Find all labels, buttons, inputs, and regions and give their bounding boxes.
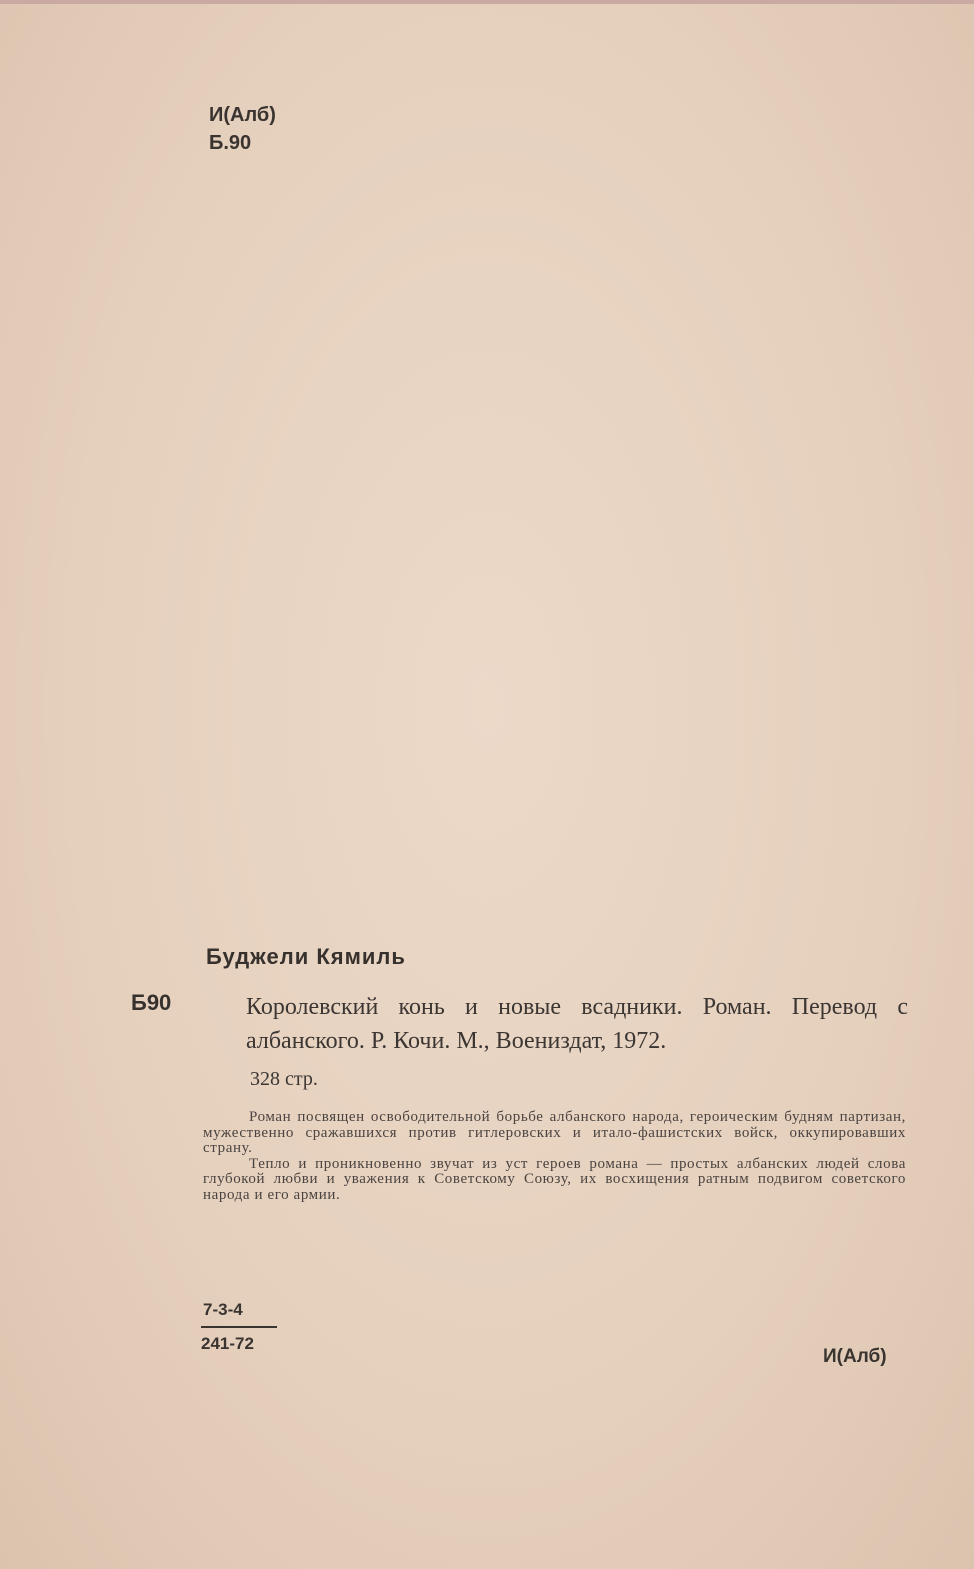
library-code-line-2: Б.90 — [209, 132, 252, 154]
annotation-paragraph-2: Тепло и проникновенно звучат из уст героев романа — простых албанских людей слова глубокой любви и уважения к Советскому Союзу, их восхищения ратным подвигом советского народа и его армии. — [203, 1155, 906, 1203]
page-count: 328 стр. — [250, 1068, 318, 1090]
classification-fraction — [201, 1300, 277, 1354]
author-name: Буджели Кямиль — [206, 944, 406, 969]
library-code-bottom: И(Алб) — [823, 1346, 887, 1367]
author-index: Б90 — [131, 990, 172, 1015]
classification-denominator: 241-72 — [201, 1334, 254, 1353]
classification-numerator: 7-3-4 — [203, 1300, 243, 1319]
fraction-bar — [201, 1326, 277, 1328]
annotation — [203, 1110, 906, 1203]
bleed-through-shadow — [140, 440, 880, 550]
library-code-top — [209, 101, 276, 157]
bibliographic-description: Королевский конь и новые всадники. Роман. Перевод с албанского. Р. Кочи. М., Воениздат, 1972. — [246, 994, 908, 1054]
annotation-paragraph-1: Роман посвящен освободительной борьбе албанского народа, героическим будням партизан, мужественно сражавшихся против гитлеровских и итало-фашистских войск, оккупировавших страну. — [203, 1109, 906, 1156]
library-code-line-1: И(Алб) — [209, 104, 276, 126]
